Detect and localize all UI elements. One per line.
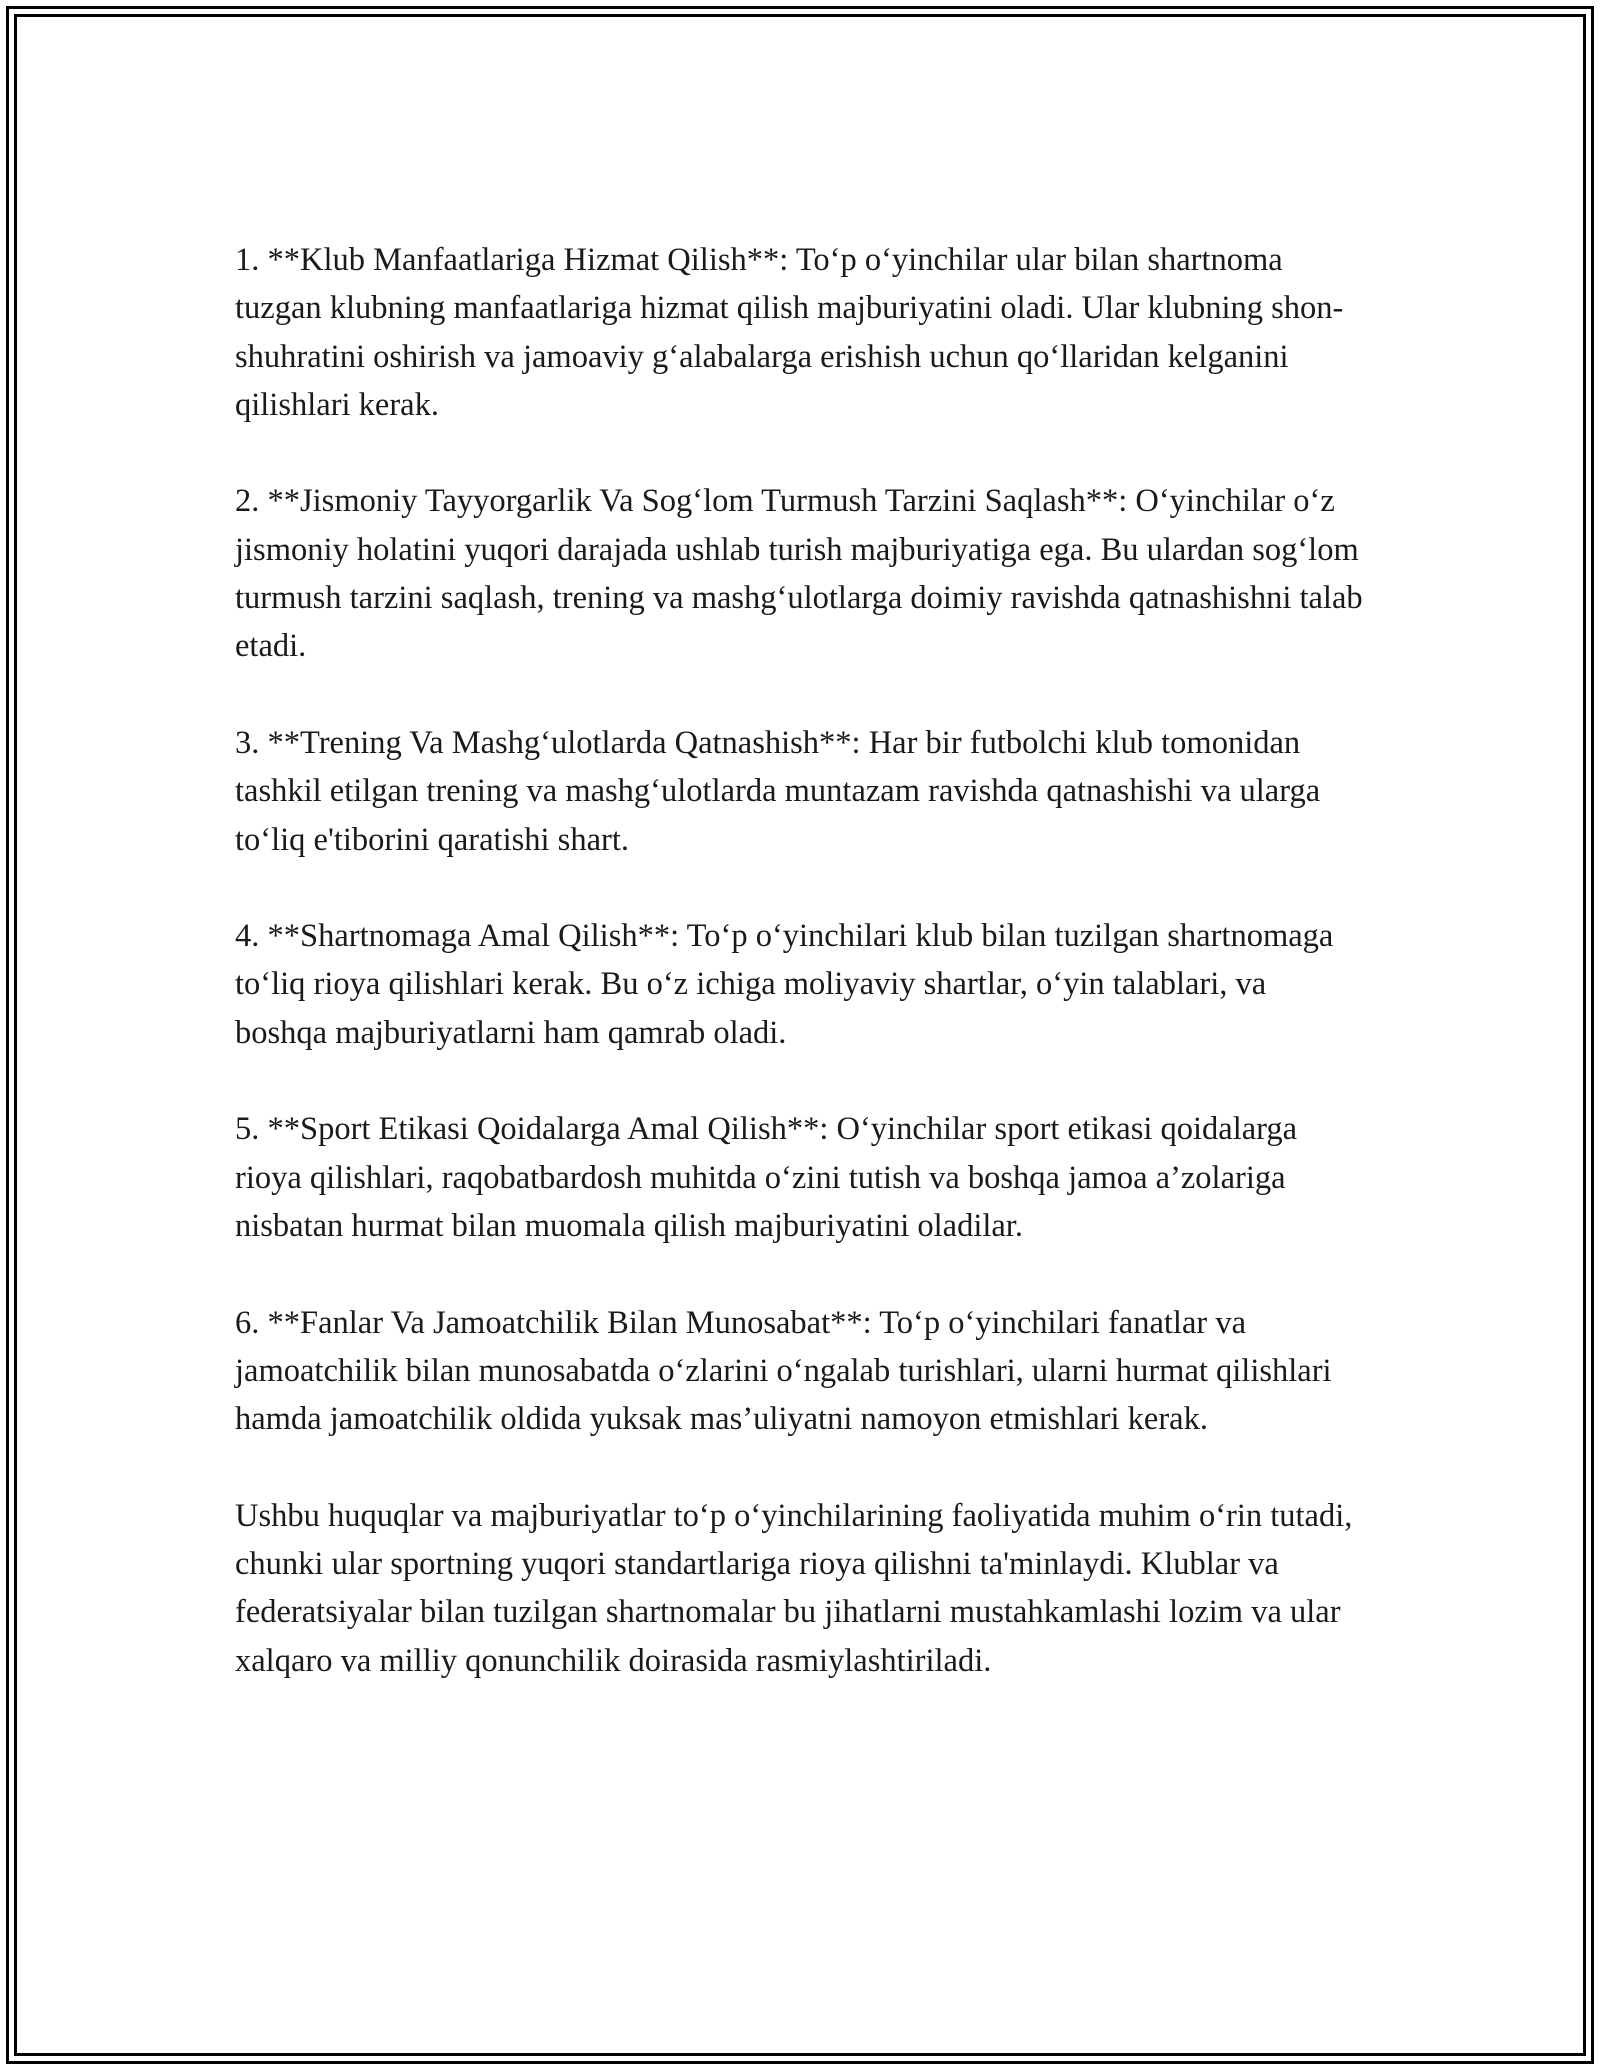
paragraph-1: 1. **Klub Manfaatlariga Hizmat Qilish**: To‘p o‘yinchilar ular bilan shartnoma tuzgan klubning manfaatlariga hizmat qilish majburiyatini oladi. Ular klubning shon-shuhratini oshirish va jamoaviy g‘alabalarga erishish uchun qo‘llaridan kelganini qilishlari kerak. — [235, 242, 1344, 423]
paragraph-3: 3. **Trening Va Mashg‘ulotlarda Qatnashish**: Har bir futbolchi klub tomonidan tashkil etilgan trening va mashg‘ulotlarda muntazam ravishda qatnashishi va ularga to‘liq e'tiborini qaratishi shart. — [235, 724, 1321, 858]
paragraph-4: 4. **Shartnomaga Amal Qilish**: To‘p o‘yinchilari klub bilan tuzilgan shartnomaga to‘liq rioya qilishlari kerak. Bu o‘z ichiga moliyaviy shartlar, o‘yin talablari, va boshqa majburiyatlarni ham qamrab oladi. — [235, 918, 1334, 1051]
paragraph-6: 6. **Fanlar Va Jamoatchilik Bilan Munosabat**: To‘p o‘yinchilari fanatlar va jamoatchilik bilan munosabatda o‘zlarini o‘ngalab turishlari, ularni hurmat qilishlari hamda jamoatchilik oldida yuksak mas’uliyatni namoyon etmishlari kerak. — [235, 1304, 1332, 1438]
document-body — [235, 236, 1365, 1733]
paragraph-5: 5. **Sport Etikasi Qoidalarga Amal Qilish**: O‘yinchilar sport etikasi qoidalarga rioya qilishlari, raqobatbardosh muhitda o‘zini tutish va boshqa jamoa a’zolariga nisbatan hurmat bilan muomala qilish majburiyatini oladilar. — [235, 1111, 1298, 1244]
paragraph-2: 2. **Jismoniy Tayyorgarlik Va Sog‘lom Turmush Tarzini Saqlash**: O‘yinchilar o‘z jismoniy holatini yuqori darajada ushlab turish majburiyatiga ega. Bu ulardan sog‘lom turmush tarzini saqlash, trening va mashg‘ulotlarga doimiy ravishda qatnashishni talab etadi. — [235, 483, 1363, 665]
paragraph-conclusion: Ushbu huquqlar va majburiyatlar to‘p o‘yinchilarining faoliyatida muhim o‘rin tutadi, chunki ular sportning yuqori standartlariga rioya qilishni ta'minlaydi. Klublar va federatsiyalar bilan tuzilgan shartnomalar bu jihatlarni mustahkamlashi lozim va ular xalqaro va milliy qonunchilik doirasida rasmiylashtiriladi. — [235, 1497, 1353, 1679]
